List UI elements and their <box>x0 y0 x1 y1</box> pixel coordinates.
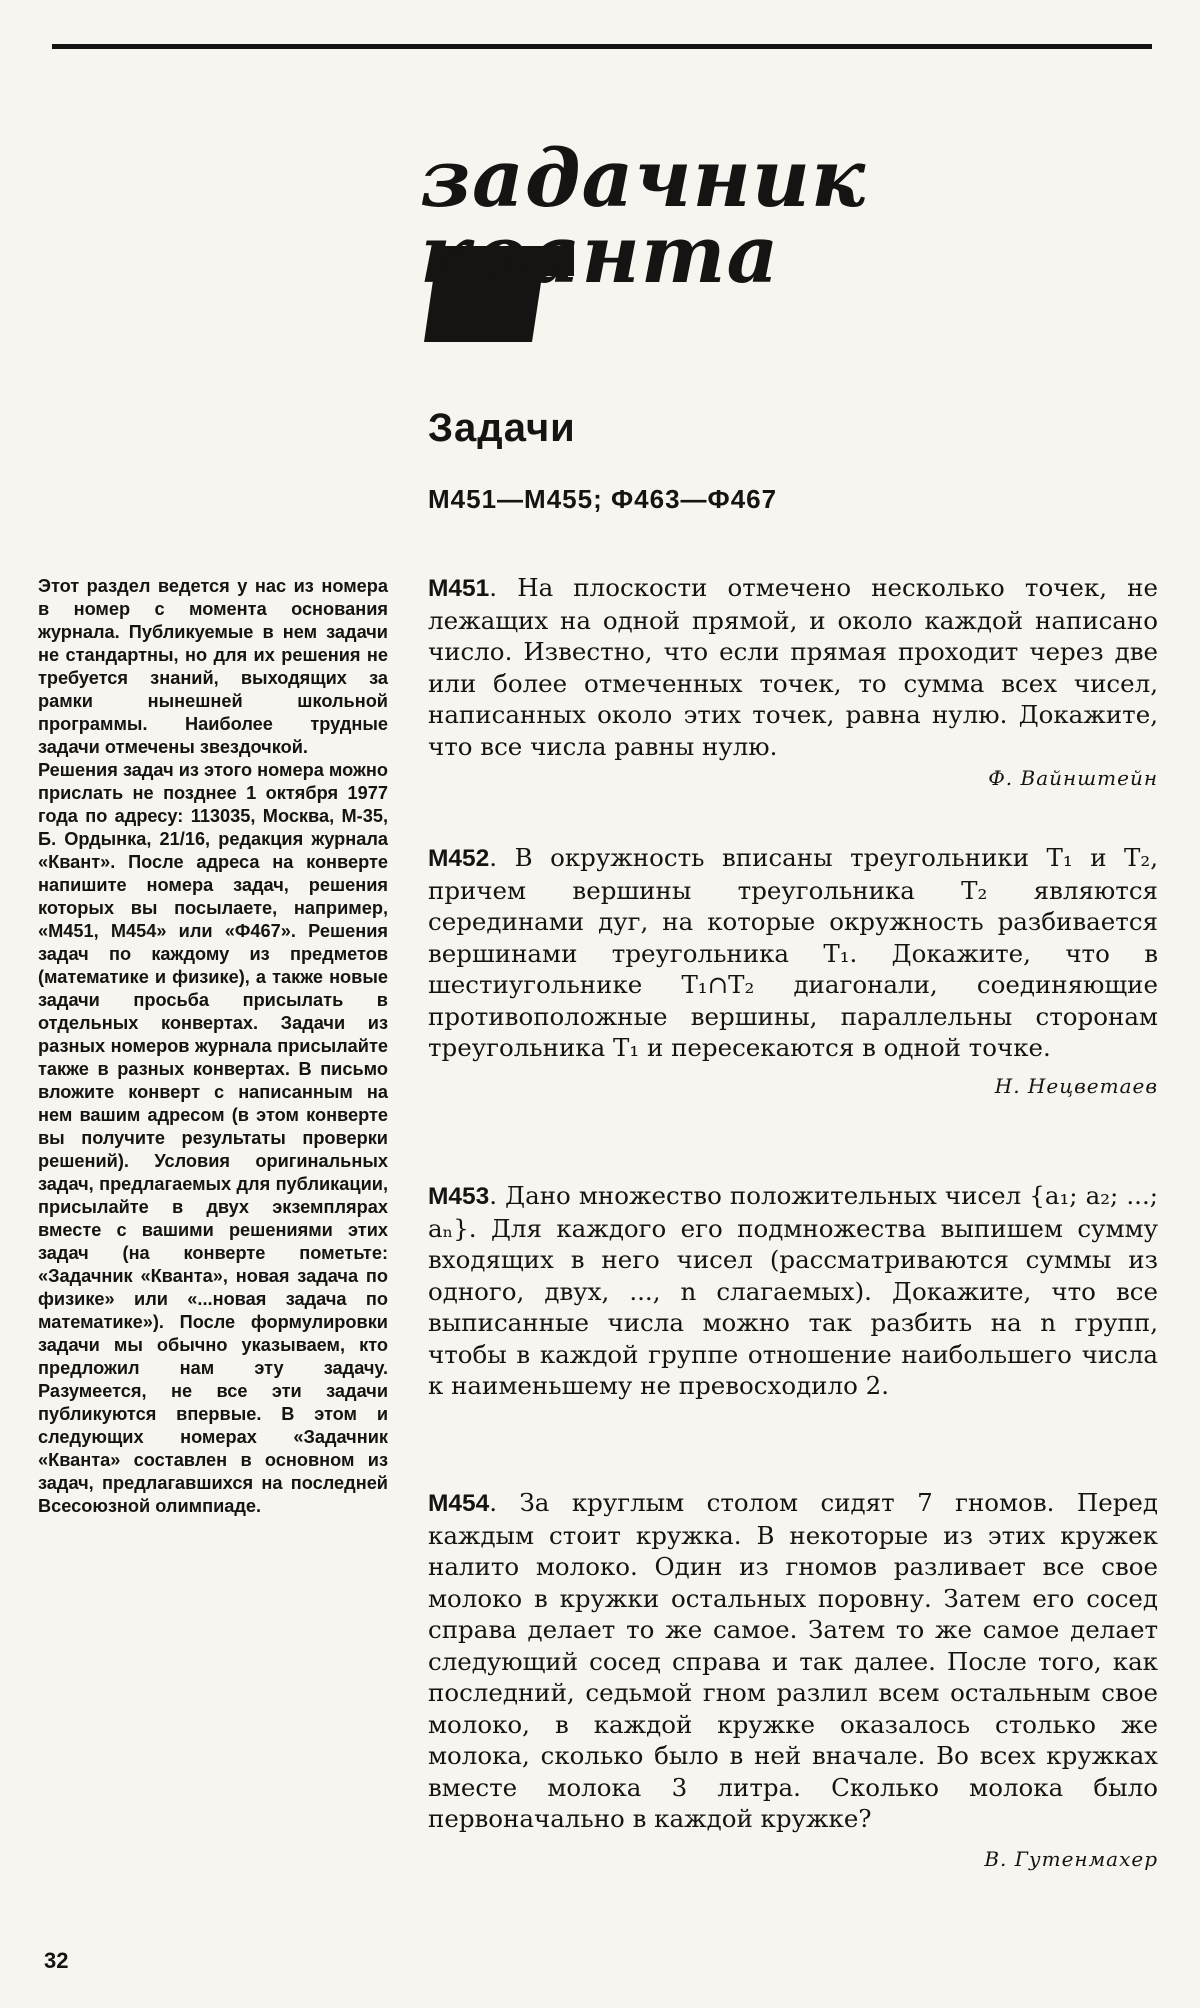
problem-m451 <box>428 572 1158 792</box>
logo-line-1: задачник <box>420 131 867 225</box>
problem-m452 <box>428 842 1158 1100</box>
problem-text: . Дано множество положительных чисел {a₁; a₂; ...; aₙ}. Для каждого его подмножества выпишем сумму входящих в него чисел (рассматриваются суммы из одного, двух, ..., n слагаемых). Докажите, что все выписанные числа можно так разбить на n групп, чтобы в каждой группе отношение наибольшего числа к наименьшему не превосходило 2. <box>428 1181 1158 1400</box>
problem-range: М451—М455; Ф463—Ф467 <box>428 484 778 514</box>
logo-line-2: кванта <box>420 207 780 301</box>
problem-text: . В окружность вписаны треугольники T₁ и T₂, причем вершины треугольника T₂ являются серединами дуг, на которые окружность разбивается вершинами треугольника T₁. Докажите, что в шестиугольнике T₁∩T₂ диагонали, соединяющие противоположные вершины, параллельны сторонам треугольника T₁ и пересекаются в одной точке. <box>428 843 1158 1062</box>
problem-id: М452 <box>428 845 490 872</box>
problem-text: . За круглым столом сидят 7 гномов. Перед каждым стоит кружка. В некоторые из этих кружек налито молоко. Один из гномов разливает все свое молоко в кружки остальных поровну. Затем его сосед справа делает то же самое. Затем то же самое делает следующий сосед справа и так далее. После того, как последний, седьмой гном разлил всем остальным свое молоко, в каждой кружке оказалось столько же молока, сколько было в ней вначале. Во всех кружках вместе молока 3 литра. Сколько молока было первоначально в каждой кружке? <box>428 1488 1158 1833</box>
problem-id: М453 <box>428 1183 490 1210</box>
problem-text: . На плоскости отмечено несколько точек, не лежащих на одной прямой, и около каждой написано число. Известно, что если прямая проходит через две или более отмеченных точек, то сумма всех чисел, написанных около этих точек, равна нулю. Докажите, что все числа равны нулю. <box>428 573 1158 761</box>
problem-m453 <box>428 1180 1158 1402</box>
page-number: 32 <box>44 1948 69 1973</box>
sidebar-paragraph-2: Решения задач из этого номера можно прислать не позднее 1 октября 1977 года по адресу: 113035, Москва, М-35, Б. Ордынка, 21/16, редакция журнала «Квант». После адреса на конверте напишите номера задач, решения которых вы посылаете, например, «М451, М454» или «Ф467». Решения задач по каждому из предметов (математике и физике), а также новые задачи просьба присылать в отдельных конвертах. Задачи из разных номеров журнала присылайте также в разных конвертах. В письмо вложите конверт с написанным на нем вашим адресом (в этом конверте вы получите результаты проверки решений). Условия оригинальных задач, предлагаемых для публикации, присылайте в двух экземплярах вместе с вашими решениями этих задач (на конверте пометьте: «Задачник «Кванта», новая задача по физике» или «...новая задача по математике»). После формулировки задачи мы обычно указываем, кто предложил нам эту задачу. Разумеется, не все эти задачи публикуются впервые. В этом и следующих номерах «Задачник «Кванта» составлен в основном из задач, предлагавшихся на последней Всесоюзной олимпиаде. <box>38 760 388 1516</box>
sidebar-info <box>38 575 388 1518</box>
sidebar-paragraph-1: Этот раздел ведется у нас из номера в номер с момента основания журнала. Публикуемые в нем задачи не стандартны, но для их решения не требуется знаний, выходящих за рамки нынешней школьной программы. Наиболее трудные задачи отмечены звездочкой. <box>38 576 388 757</box>
section-logo <box>420 131 867 340</box>
top-rule <box>52 44 1152 49</box>
problem-m454 <box>428 1487 1158 1873</box>
problem-id: М451 <box>428 575 490 602</box>
problem-id: М454 <box>428 1490 490 1517</box>
section-title: Задачи <box>428 406 576 450</box>
problem-author: В. Гутенмахер <box>984 1846 1158 1871</box>
problem-author: Н. Нецветаев <box>994 1073 1158 1098</box>
problem-author: Ф. Вайнштейн <box>988 766 1158 790</box>
